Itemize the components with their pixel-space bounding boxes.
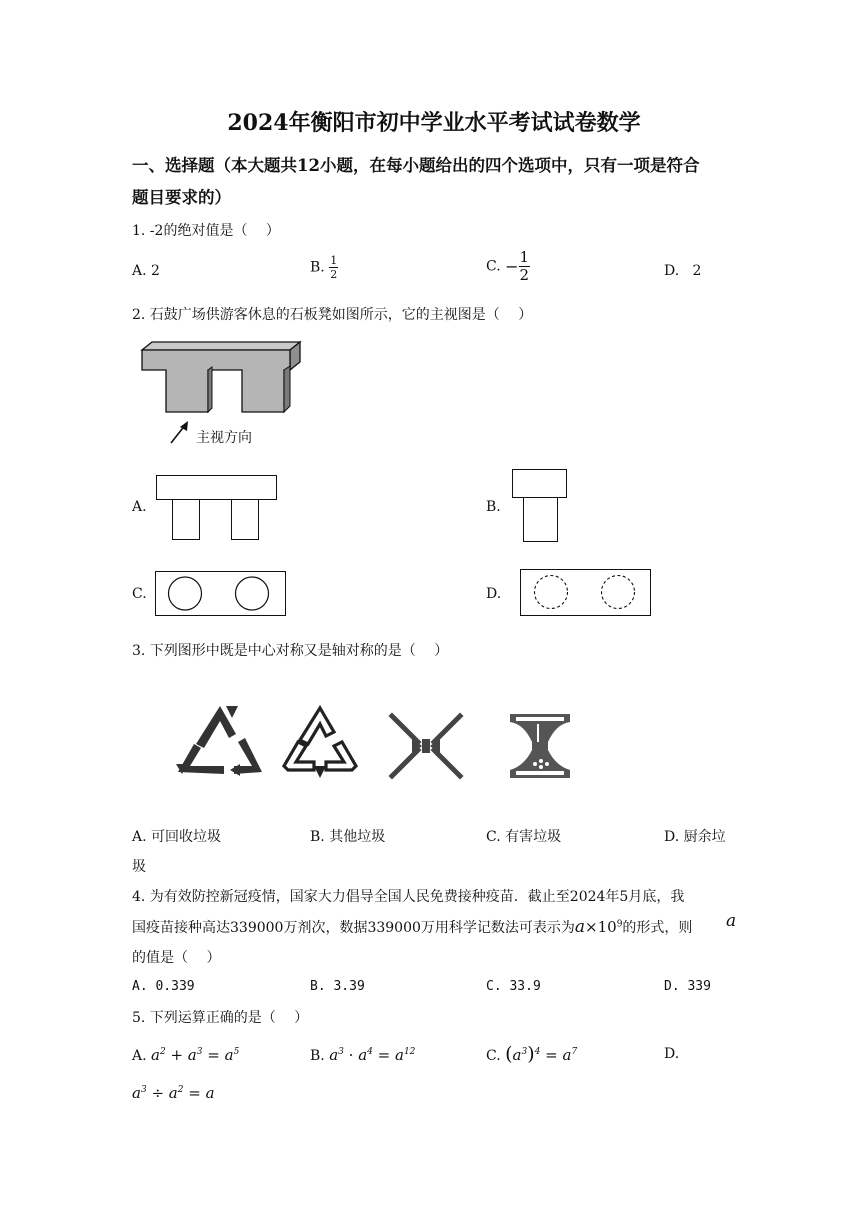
q2-option-b-label: B. — [486, 499, 501, 515]
q3-option-b: B. 其他垃圾 — [310, 829, 386, 845]
q5-option-b — [310, 1046, 415, 1064]
q5-option-a — [132, 1046, 239, 1064]
direction-label: 主视方向 — [196, 430, 252, 446]
q3-option-c: C. 有害垃圾 — [486, 829, 562, 845]
kitchen-waste-icon — [508, 712, 574, 780]
option-label: B. — [310, 1048, 330, 1064]
q2-option-a-label: A. — [132, 499, 147, 515]
q4-line1: 4. 为有效防控新冠疫情，国家大力倡导全国人民免费接种疫苗．截止至2024年5月底，我 — [132, 889, 685, 905]
option-label: A. — [132, 263, 152, 279]
q1-option-c — [486, 250, 530, 283]
option-label: A. — [132, 1048, 152, 1064]
page-title: 2024年衡阳市初中学业水平考试试卷数学 — [227, 110, 641, 136]
q4-line2 — [132, 917, 692, 937]
option-label: B. — [310, 259, 330, 276]
q1-stem: 1. -2的绝对值是（ ） — [132, 223, 280, 239]
q4-line2-text: 国疫苗接种高达339000万剂次，数据339000万用科学记数法可表示为 — [132, 920, 575, 936]
other-waste-icon — [280, 704, 360, 780]
q2-option-d-figure — [520, 569, 654, 617]
q2-option-a-figure — [156, 475, 280, 543]
q4-option-b: B. 3.39 — [310, 979, 365, 994]
q1-option-a — [132, 263, 160, 279]
q4-line2-text-post: 的形式，则 — [622, 920, 693, 936]
minus-sign: − — [505, 257, 519, 276]
q2-option-d-label: D. — [486, 586, 502, 602]
q5-option-b-expression: $a^3 \cdot a^4 = a^{12}$ — [329, 1046, 416, 1064]
fraction — [329, 255, 338, 280]
q5-option-d-expression: $a^3 \div a^2 = a$ — [132, 1084, 215, 1102]
q4-line3: 的值是（ ） — [132, 950, 221, 966]
q5-option-d — [132, 1084, 215, 1102]
q4-option-c: C. 33.9 — [486, 979, 541, 994]
fraction — [519, 250, 531, 283]
q3-stem: 3. 下列图形中既是中心对称又是轴对称的是（ ） — [132, 643, 449, 659]
q3-option-a: A. 可回收垃圾 — [132, 829, 222, 845]
math-exponent: 9 — [616, 919, 623, 930]
fraction-denominator: 2 — [330, 268, 338, 281]
option-label: C. — [486, 1048, 506, 1064]
q2-option-b-figure — [512, 469, 570, 545]
q2-option-c-label: C. — [132, 586, 147, 602]
q4-option-d: D. 339 — [664, 979, 711, 994]
q1-option-d — [664, 263, 701, 279]
fraction-numerator: 1 — [519, 248, 530, 266]
q5-option-c — [486, 1043, 577, 1065]
math-times-ten: ×10 — [585, 918, 617, 936]
arrow-icon — [168, 420, 192, 446]
option-label: D. — [664, 263, 684, 279]
section-heading-line2: 题目要求的） — [132, 188, 231, 207]
q5-option-d-label: D. — [664, 1046, 680, 1062]
q5-option-a-expression: $a^2 + a^3 = a^5$ — [151, 1046, 240, 1064]
fraction-numerator: 1 — [330, 254, 338, 267]
option-label: C. — [486, 258, 506, 275]
fraction-denominator: 2 — [519, 266, 530, 284]
q2-option-c-figure — [155, 571, 289, 619]
recycle-icon — [174, 704, 266, 776]
section-heading-line1: 一、选择题（本大题共12小题，在每小题给出的四个选项中，只有一项是符合 — [132, 156, 700, 175]
q5-option-c-expression: $(a^3)^4 = a^7$ — [505, 1043, 578, 1065]
q2-stem: 2. 石鼓广场供游客休息的石板凳如图所示，它的主视图是（ ） — [132, 307, 533, 323]
stone-bench-figure — [138, 340, 308, 420]
q4-option-a: A. 0.339 — [132, 979, 195, 994]
hazardous-waste-icon — [388, 714, 464, 778]
option-value: 2 — [692, 263, 702, 279]
q1-option-b — [310, 255, 338, 280]
math-variable: a — [574, 917, 586, 937]
q5-stem: 5. 下列运算正确的是（ ） — [132, 1010, 309, 1026]
q3-option-d: D. 厨余垃 — [664, 829, 726, 845]
q3-option-d-wrap: 圾 — [132, 859, 146, 875]
math-variable-end: a — [726, 911, 737, 931]
option-value: 2 — [151, 263, 160, 279]
